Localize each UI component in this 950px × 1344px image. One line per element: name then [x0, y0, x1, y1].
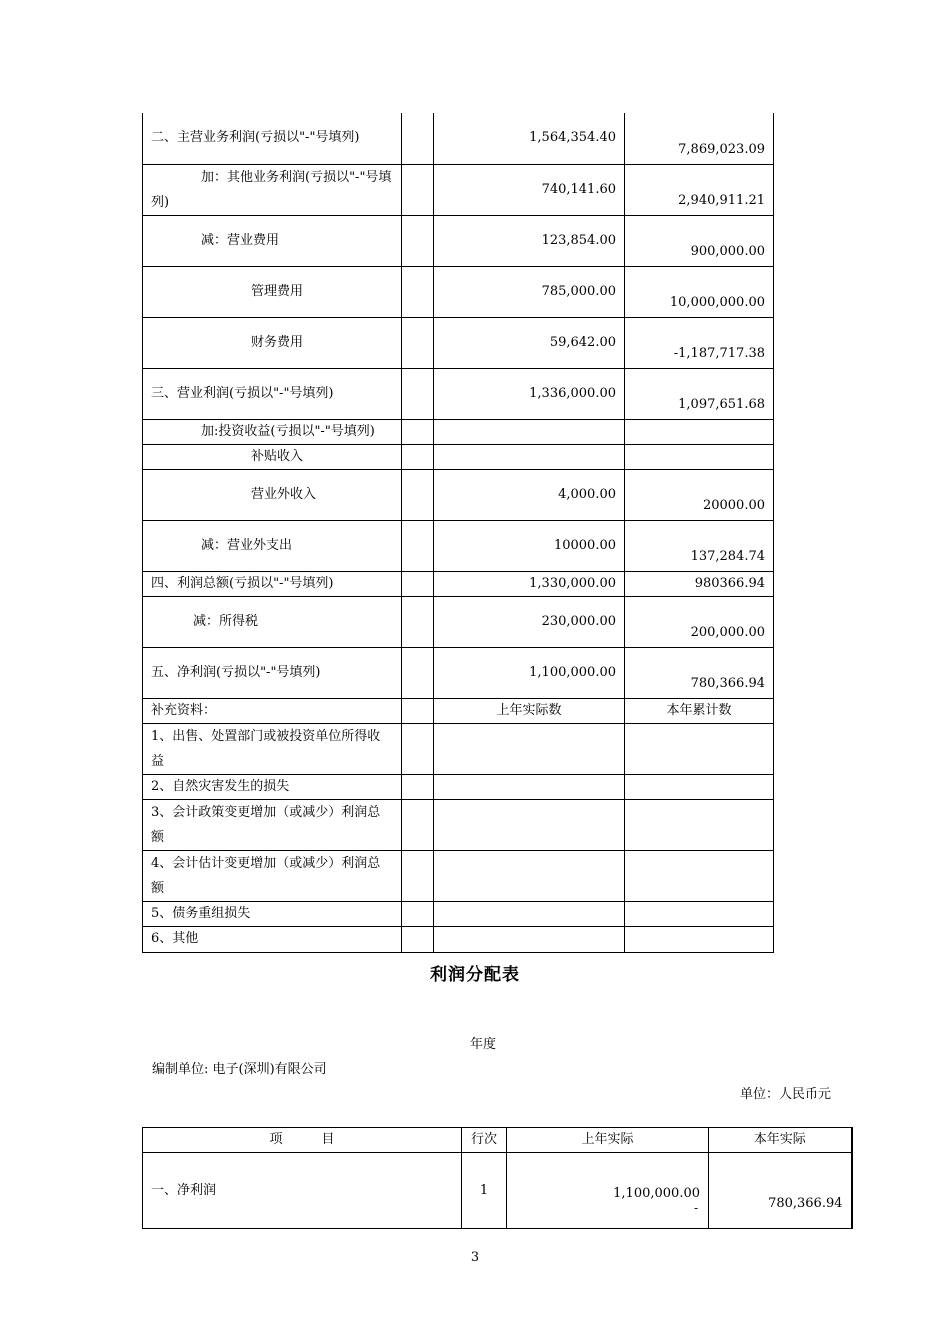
row-line	[402, 520, 434, 571]
row-prev-value: 59,642.00	[434, 317, 625, 368]
row-line	[402, 113, 434, 164]
supplement-item: 2、自然灾害发生的损失	[143, 774, 402, 799]
row-item: 二、主营业务利润(亏损以"-"号填列)	[143, 113, 402, 164]
table-row	[143, 774, 774, 799]
row-prev-value: 1,330,000.00	[434, 571, 625, 596]
row-line	[402, 266, 434, 317]
row-prev-value	[434, 926, 625, 952]
supplement-curr-header: 本年累计数	[625, 698, 774, 723]
row-line	[402, 723, 434, 774]
row-prev-value	[434, 444, 625, 469]
page-number: 3	[470, 1250, 480, 1265]
table-row	[143, 317, 774, 368]
row-item: 五、净利润(亏损以"-"号填列)	[143, 647, 402, 698]
row-item: 减：营业外支出	[143, 520, 402, 571]
row-prev-value	[434, 774, 625, 799]
row-prev-value: 230,000.00	[434, 596, 625, 647]
row-prev-value	[434, 799, 625, 850]
row-prev-value	[434, 419, 625, 444]
row-line	[402, 596, 434, 647]
table-row	[143, 164, 774, 215]
supplement-item: 5、债务重组损失	[143, 901, 402, 926]
header-row	[143, 1128, 852, 1153]
row-line	[402, 215, 434, 266]
row-line	[402, 901, 434, 926]
row-prev-cell	[507, 1153, 709, 1229]
table-row	[143, 799, 774, 850]
supplement-item: 6、其他	[143, 926, 402, 952]
header-item: 项 目	[143, 1128, 462, 1153]
currency-unit: 单位：人民币元	[740, 1087, 832, 1102]
table-row	[143, 926, 774, 952]
row-item: 四、利润总额(亏损以"-"号填列)	[143, 571, 402, 596]
row-curr-value	[625, 419, 774, 444]
table-row	[143, 596, 774, 647]
row-item: 三、营业利润(亏损以"-"号填列)	[143, 368, 402, 419]
row-item: 减：营业费用	[143, 215, 402, 266]
row-line	[402, 317, 434, 368]
header-prev: 上年实际	[507, 1128, 709, 1153]
table-row	[143, 419, 774, 444]
row-prev-value: 1,100,000.00	[434, 647, 625, 698]
row-curr-value: 780,366.94	[625, 647, 774, 698]
row-curr-value: 2,940,911.21	[625, 164, 774, 215]
row-prev-sub: -	[693, 1200, 698, 1215]
row-line	[402, 799, 434, 850]
preparer-unit: 编制单位: 电子(深圳)有限公司	[152, 1062, 327, 1077]
row-prev-value	[434, 850, 625, 901]
row-item: 营业外收入	[143, 469, 402, 520]
supplement-label: 补充资料：	[143, 698, 402, 723]
row-prev-value: 4,000.00	[434, 469, 625, 520]
row-curr-value	[625, 850, 774, 901]
table-row	[143, 901, 774, 926]
supplement-item: 4、会计估计变更增加（或减少）利润总额	[143, 850, 402, 901]
table-row	[143, 469, 774, 520]
row-curr-value	[625, 444, 774, 469]
table-row	[143, 520, 774, 571]
row-prev-value	[434, 723, 625, 774]
row-prev-value	[434, 901, 625, 926]
distribution-title: 利润分配表	[430, 965, 520, 985]
supplement-header-row	[143, 698, 774, 723]
row-prev-value: 740,141.60	[434, 164, 625, 215]
row-curr-value	[625, 926, 774, 952]
profit-distribution-table	[142, 1127, 853, 1229]
row-item: 管理费用	[143, 266, 402, 317]
row-item: 一、净利润	[143, 1153, 462, 1229]
row-curr-value	[625, 799, 774, 850]
row-prev-value: 1,100,000.00	[613, 1185, 700, 1201]
row-item: 加：其他业务利润(亏损以"-"号填列)	[143, 164, 402, 215]
row-prev-value: 10000.00	[434, 520, 625, 571]
income-statement-table	[142, 113, 774, 953]
supplement-prev-header: 上年实际数	[434, 698, 625, 723]
row-curr-value	[625, 901, 774, 926]
row-prev-value: 123,854.00	[434, 215, 625, 266]
row-line	[402, 164, 434, 215]
row-curr-value: 200,000.00	[625, 596, 774, 647]
row-prev-value: 1,336,000.00	[434, 368, 625, 419]
row-line	[402, 419, 434, 444]
header-line: 行次	[462, 1128, 507, 1153]
table-row	[143, 113, 774, 164]
row-curr-value: 20000.00	[625, 469, 774, 520]
row-curr-value	[625, 723, 774, 774]
table-row	[143, 368, 774, 419]
row-line	[402, 774, 434, 799]
row-item: 财务费用	[143, 317, 402, 368]
row-prev-value: 1,564,354.40	[434, 113, 625, 164]
row-curr-value: -1,187,717.38	[625, 317, 774, 368]
row-curr-value: 780,366.94	[709, 1153, 852, 1229]
table-row	[143, 850, 774, 901]
table-row	[143, 215, 774, 266]
row-line: 1	[462, 1153, 507, 1229]
table-row	[143, 1153, 852, 1229]
row-line	[402, 444, 434, 469]
row-item: 补贴收入	[143, 444, 402, 469]
row-line	[402, 647, 434, 698]
header-curr: 本年实际	[709, 1128, 852, 1153]
table-row	[143, 266, 774, 317]
row-curr-value: 7,869,023.09	[625, 113, 774, 164]
row-line	[402, 926, 434, 952]
table-row	[143, 444, 774, 469]
row-curr-value: 900,000.00	[625, 215, 774, 266]
row-line	[402, 469, 434, 520]
table-row	[143, 571, 774, 596]
row-curr-value: 1,097,651.68	[625, 368, 774, 419]
table-row	[143, 723, 774, 774]
row-curr-value	[625, 774, 774, 799]
row-item: 加:投资收益(亏损以"-"号填列)	[143, 419, 402, 444]
supplement-item: 1、出售、处置部门或被投资单位所得收益	[143, 723, 402, 774]
row-line	[402, 368, 434, 419]
row-curr-value: 10,000,000.00	[625, 266, 774, 317]
row-curr-value: 137,284.74	[625, 520, 774, 571]
row-line	[402, 850, 434, 901]
row-item: 减：所得税	[143, 596, 402, 647]
row-line	[402, 571, 434, 596]
row-prev-value: 785,000.00	[434, 266, 625, 317]
year-label: 年度	[470, 1037, 497, 1052]
row-curr-value: 980366.94	[625, 571, 774, 596]
supplement-item: 3、会计政策变更增加（或减少）利润总额	[143, 799, 402, 850]
row-line	[402, 698, 434, 723]
table-row	[143, 647, 774, 698]
